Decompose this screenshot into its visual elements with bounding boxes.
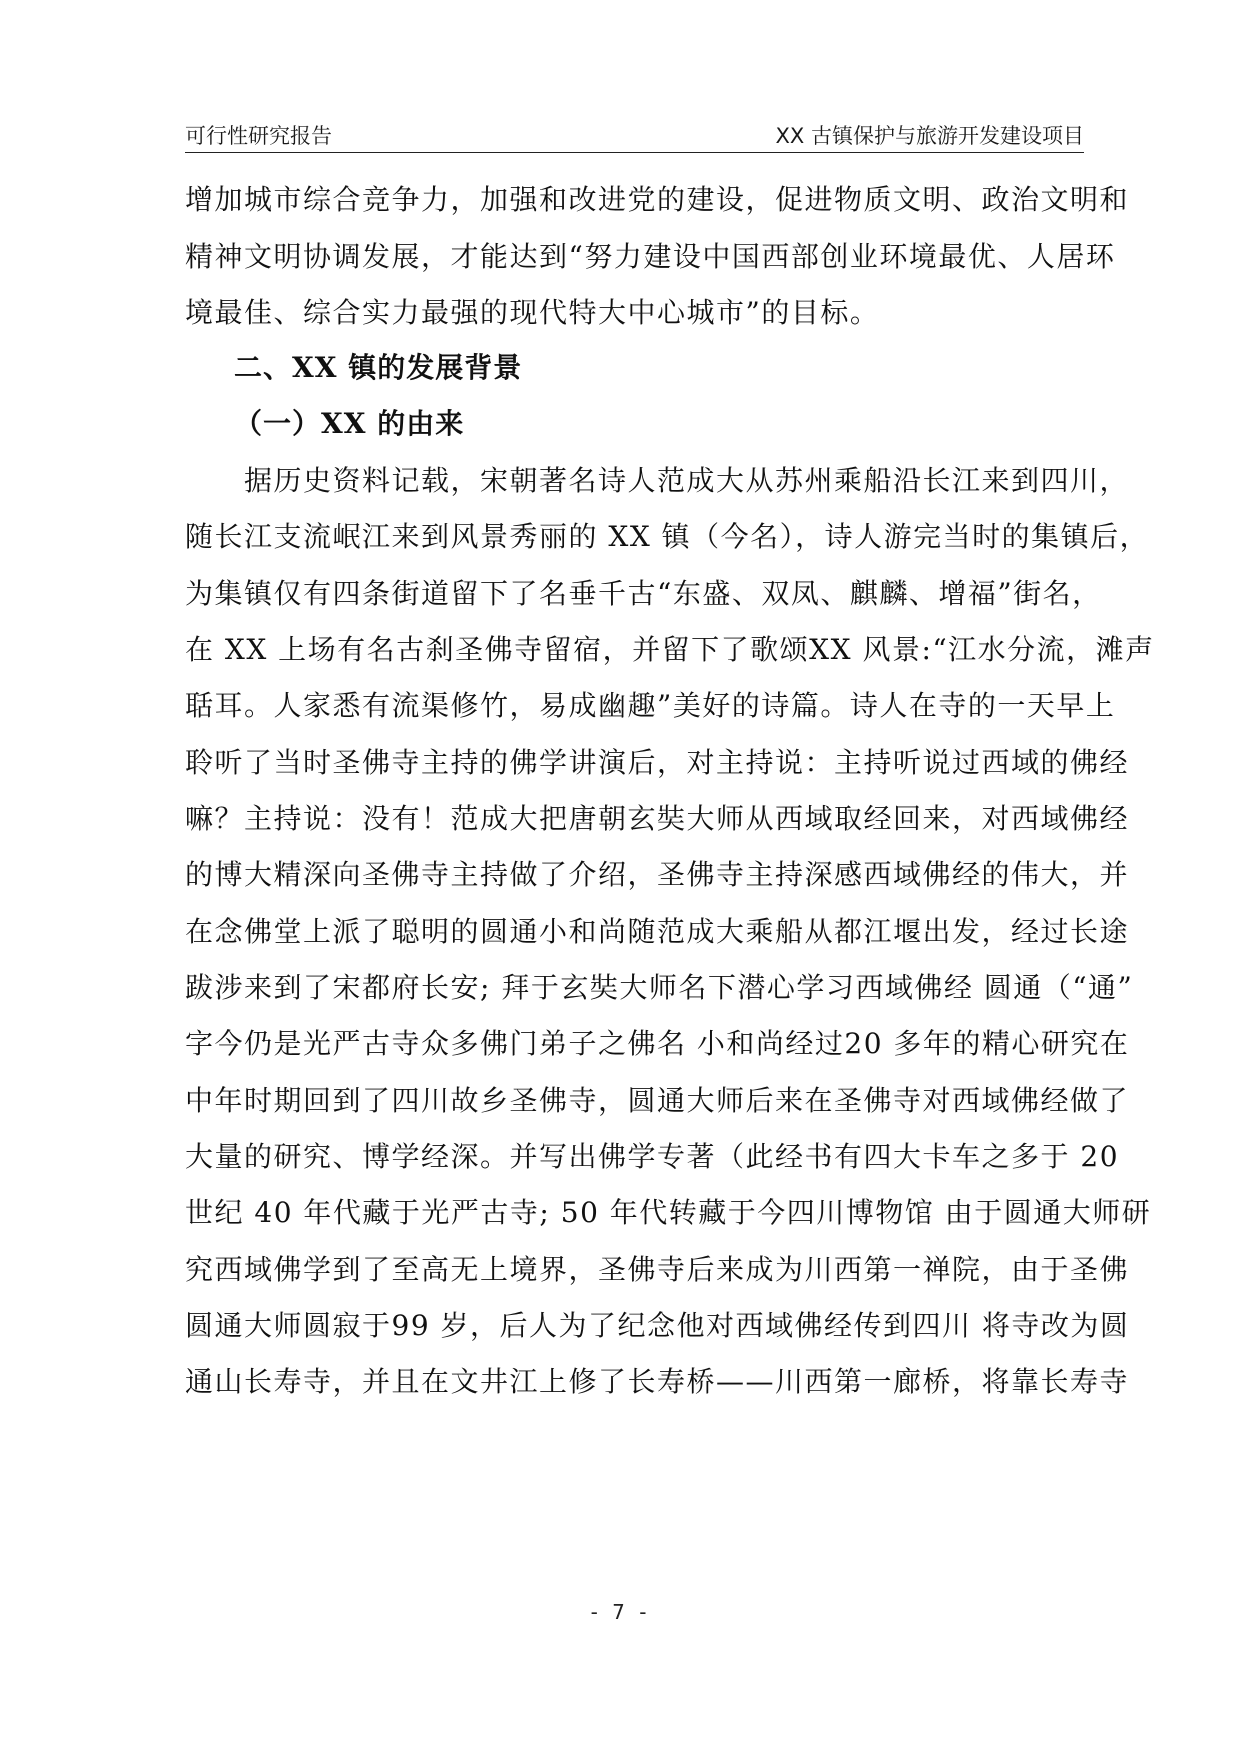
header-project-title: XX 古镇保护与旅游开发建设项目	[775, 124, 1084, 148]
paragraph-line: 精神文明协调发展，才能达到“努力建设中国西部创业环境最优、人居环	[185, 240, 1116, 273]
paragraph-line: 究西域佛学到了至高无上境界，圣佛寺后来成为川西第一禅院，由于圣佛	[185, 1253, 1130, 1286]
paragraph-line: 聒耳。人家悉有流渠修竹，易成幽趣”美好的诗篇。诗人在寺的一天早上	[185, 689, 1116, 722]
paragraph-line: 圆通大师圆寂于99 岁，后人为了纪念他对西域佛经传到四川 将寺改为圆	[185, 1309, 1130, 1342]
paragraph-line: 在念佛堂上派了聪明的圆通小和尚随范成大乘船从都江堰出发，经过长途	[185, 915, 1130, 948]
paragraph-line: 据历史资料记载，宋朝著名诗人范成大从苏州乘船沿长江来到四川，	[185, 464, 1130, 497]
header-report-title: 可行性研究报告	[185, 124, 332, 148]
paragraph-line: 字今仍是光严古寺众多佛门弟子之佛名 小和尚经过20 多年的精心研究在	[185, 1027, 1130, 1060]
paragraph-line: 嘛？主持说：没有！范成大把唐朝玄奘大师从西域取经回来，对西域佛经	[185, 802, 1130, 835]
paragraph-line: 中年时期回到了四川故乡圣佛寺，圆通大师后来在圣佛寺对西域佛经做了	[185, 1084, 1130, 1117]
paragraph-line: 增加城市综合竞争力，加强和改进党的建设，促进物质文明、政治文明和	[185, 183, 1130, 216]
section-heading: 二、XX 镇的发展背景	[234, 351, 523, 384]
paragraph-line: 为集镇仅有四条街道留下了名垂千古“东盛、双凤、麒麟、增福”街名，	[185, 577, 1102, 610]
paragraph-line: 大量的研究、博学经深。并写出佛学专著（此经书有四大卡车之多于 20	[185, 1140, 1120, 1173]
paragraph-line: 境最佳、综合实力最强的现代特大中心城市”的目标。	[185, 296, 880, 329]
paragraph-line: 的博大精深向圣佛寺主持做了介绍，圣佛寺主持深感西域佛经的伟大，并	[185, 858, 1130, 891]
page-header	[185, 118, 1084, 153]
paragraph-line: 在 XX 上场有名古刹圣佛寺留宿，并留下了歌颂XX 风景:“江水分流，滩声	[185, 633, 1155, 666]
subsection-heading: （一）XX 的由来	[234, 407, 465, 440]
paragraph-line: 通山长寿寺，并且在文井江上修了长寿桥——川西第一廊桥，将靠长寿寺	[185, 1365, 1130, 1398]
paragraph-line: 世纪 40 年代藏于光严古寺; 50 年代转藏于今四川博物馆 由于圆通大师研	[185, 1196, 1152, 1229]
paragraph-line: 跋涉来到了宋都府长安; 拜于玄奘大师名下潜心学习西域佛经 圆通（“通”	[185, 971, 1134, 1004]
paragraph-line: 随长江支流岷江来到风景秀丽的 XX 镇（今名），诗人游完当时的集镇后，	[185, 520, 1150, 553]
paragraph-line: 聆听了当时圣佛寺主持的佛学讲演后，对主持说：主持听说过西域的佛经	[185, 746, 1130, 779]
page-number: - 7 -	[590, 1600, 651, 1624]
